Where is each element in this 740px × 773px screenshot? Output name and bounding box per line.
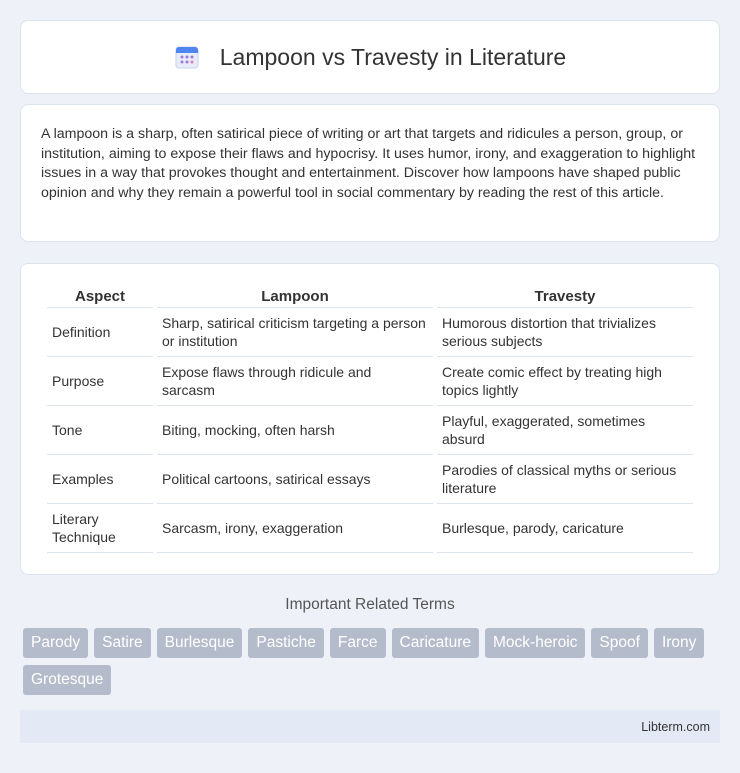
cell-travesty: Humorous distortion that trivializes serious subjects — [437, 308, 693, 357]
header-lampoon: Lampoon — [157, 284, 433, 308]
cell-aspect: Examples — [47, 455, 153, 504]
comparison-card — [20, 263, 720, 575]
footer — [20, 710, 720, 743]
page-title: Lampoon vs Travesty in Literature — [219, 43, 567, 70]
table-row — [47, 504, 693, 553]
tag-parody[interactable]: Parody — [23, 628, 88, 658]
cell-travesty: Create comic effect by treating high topics lightly — [437, 357, 693, 406]
cell-lampoon: Expose flaws through ridicule and sarcasm — [157, 357, 433, 406]
cell-lampoon: Biting, mocking, often harsh — [157, 406, 433, 455]
table-row — [47, 406, 693, 455]
table-row — [47, 308, 693, 357]
intro-text: A lampoon is a sharp, often satirical piece of writing or art that targets and ridicules a person, group, or institution, aiming to expose their flaws and hypocrisy. It uses humor, irony, and exaggeration to highlight issues in a way that provokes thought and entertainment. Discover how lampoons have shaped public opinion and why they remain a powerful tool in social commentary by reading the rest of this article. — [41, 126, 696, 201]
cell-lampoon: Sarcasm, irony, exaggeration — [157, 504, 433, 553]
cell-lampoon: Sharp, satirical criticism targeting a person or institution — [157, 308, 433, 357]
cell-aspect: Purpose — [47, 357, 153, 406]
related-tags — [23, 628, 723, 695]
cell-travesty: Playful, exaggerated, sometimes absurd — [437, 406, 693, 455]
cell-aspect: Tone — [47, 406, 153, 455]
tag-spoof[interactable]: Spoof — [591, 628, 648, 658]
table-header-row — [47, 284, 693, 308]
cell-travesty: Parodies of classical myths or serious literature — [437, 455, 693, 504]
cell-lampoon: Political cartoons, satirical essays — [157, 455, 433, 504]
tag-satire[interactable]: Satire — [94, 628, 151, 658]
tag-mock-heroic[interactable]: Mock-heroic — [485, 628, 585, 658]
tag-pastiche[interactable]: Pastiche — [248, 628, 323, 658]
title-wrap — [174, 44, 566, 71]
tag-caricature[interactable]: Caricature — [392, 628, 480, 658]
intro-card — [20, 104, 720, 242]
cell-aspect: Literary Technique — [47, 504, 153, 553]
related-terms-title: Important Related Terms — [285, 596, 455, 613]
tag-irony[interactable]: Irony — [654, 628, 704, 658]
header-aspect: Aspect — [47, 284, 153, 308]
footer-link[interactable]: Libterm.com — [641, 719, 710, 734]
header-card — [20, 20, 720, 94]
tag-farce[interactable]: Farce — [330, 628, 386, 658]
header-travesty: Travesty — [437, 284, 693, 308]
cell-aspect: Definition — [47, 308, 153, 357]
calendar-icon — [174, 44, 200, 70]
tag-grotesque[interactable]: Grotesque — [23, 665, 111, 695]
cell-travesty: Burlesque, parody, caricature — [437, 504, 693, 553]
table-row — [47, 455, 693, 504]
tag-burlesque[interactable]: Burlesque — [157, 628, 243, 658]
table-row — [47, 357, 693, 406]
comparison-table — [43, 284, 697, 553]
